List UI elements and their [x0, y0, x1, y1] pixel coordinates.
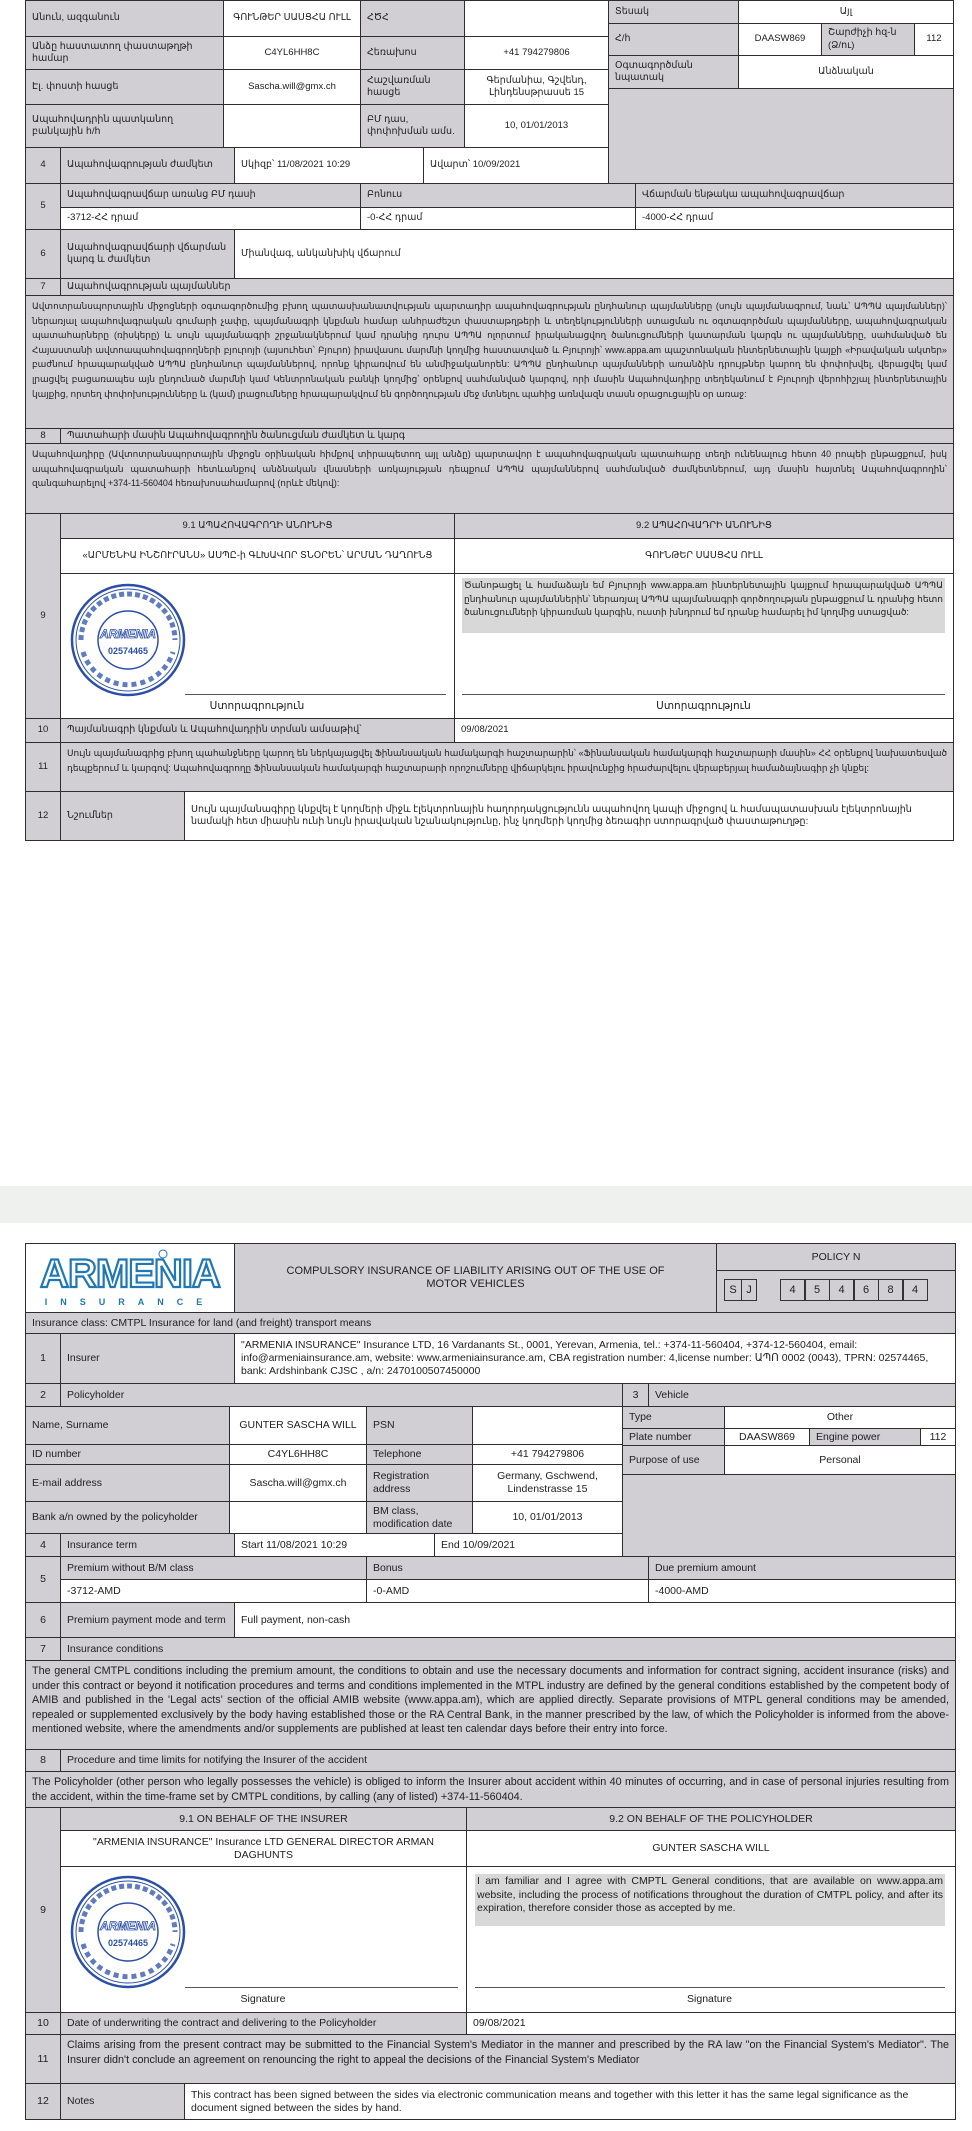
sign-holder-header-text: 9.2 ON BEHALF OF THE POLICYHOLDER — [609, 1812, 813, 1825]
policy-label-text: POLICY N — [811, 1250, 861, 1263]
policy-number-digit-box: 6 — [854, 1279, 879, 1301]
payment-label — [60, 229, 235, 279]
ph-phone-label — [366, 1444, 473, 1465]
premium-base-text: -3712-AMD — [67, 1584, 121, 1597]
notes-label-text: Նշումներ — [67, 809, 113, 821]
ph-id-text: C4YL6HH8C — [264, 46, 320, 58]
sign-holder-name-text: ԳՈՒՆԹԵՐ ՍԱՍՑՀԱ ՈՒԼԼ — [645, 549, 763, 561]
ph-bm-text: 10, 01/01/2013 — [512, 1511, 583, 1523]
sections-veh-num — [622, 1383, 649, 1407]
premium-due-label-text: Վճարման ենթակա ապահովագրավճար — [642, 189, 845, 201]
veh-type — [724, 1406, 956, 1429]
premium-base-label-text: Ապահովագրավճար առանց ԲՄ դասի — [67, 189, 256, 201]
term-end-text: Ավարտ՝ 10/09/2021 — [430, 159, 521, 171]
payment-label-text: Ապահովագրավճարի վճարման կարգ և ժամկետ — [67, 241, 227, 265]
sign-insurer-name — [60, 1830, 467, 1867]
insurer-num-text: 1 — [40, 1352, 46, 1364]
term-end-text: End 10/09/2021 — [441, 1538, 516, 1551]
veh-plate-label — [622, 1428, 725, 1446]
sign-insurer-name-text: "ARMENIA INSURANCE" Insurance LTD GENERAL DIRECTOR ARMAN DAGHUNTS — [92, 1835, 434, 1861]
notify-num-text: 8 — [40, 429, 46, 441]
veh-type-text: Other — [826, 1411, 854, 1423]
ph-phone-text: +41 794279806 — [510, 1448, 585, 1460]
veh-power-label-text: Շարժիչի հզ-ն (Ձ/ու) — [828, 27, 897, 51]
premium-base-label-text: Premium without B/M class — [67, 1561, 194, 1574]
term-start-text: Start 11/08/2021 10:29 — [241, 1538, 348, 1551]
page-separator — [0, 1186, 972, 1223]
payment-num-text: 6 — [40, 1613, 46, 1626]
payment-value-text: Full payment, non-cash — [241, 1613, 351, 1626]
policy-number-digit-box: 8 — [878, 1279, 903, 1301]
premium-due-label-text: Due premium amount — [655, 1561, 756, 1574]
date-label-text: Պայմանագրի կնքման և Ապահովադրին տրման ամսաթիվ՝ — [67, 724, 362, 736]
mediator-num — [25, 742, 61, 792]
mediator-num-text: 11 — [38, 760, 48, 772]
notes-num-text: 12 — [37, 809, 49, 821]
veh-plate — [724, 1428, 810, 1446]
ph-bm-label — [366, 1501, 473, 1534]
premium-base-label — [60, 1556, 367, 1580]
conditions-text — [25, 295, 954, 429]
policy-number-label — [716, 1243, 956, 1271]
ph-id-label — [25, 36, 224, 70]
insurer-label — [60, 1333, 235, 1384]
sign-insurer-header-text: 9.1 ON BEHALF OF THE INSURER — [179, 1812, 348, 1825]
holder-signature-line — [462, 694, 945, 695]
sign-num-text: 9 — [40, 609, 46, 621]
veh-type-label — [608, 0, 739, 24]
notes-num — [25, 791, 61, 841]
premium-num — [25, 183, 61, 230]
insurer-text-text: "ARMENIA INSURANCE" Insurance LTD, 16 Vardanants St., 0001, Yerevan, Armenia, tel.: +374-11-560404, +374-12-560404, email: info@armeniainsurance.am, website: www.armeniainsurance.am, CBA registration number: 4,license number: ԱՊՈ 0002 (0043), TPRN: 02574465, bank: Ardshinbank CJSC , a/n: 2470100507450000 — [241, 1339, 929, 1377]
notify-label — [60, 428, 954, 444]
company-seal-stamp — [69, 1874, 187, 1995]
date-num-text: 10 — [37, 2017, 49, 2029]
sections-ph-num-text: 2 — [40, 1388, 46, 1401]
mediator-text — [60, 742, 954, 792]
term-end — [423, 147, 609, 184]
sign-holder-name — [454, 538, 954, 574]
term-start-text: Սկիզբ՝ 11/08/2021 10:29 — [241, 159, 351, 171]
sign-insurer-name — [60, 538, 455, 574]
mediator-num-text: 11 — [37, 2052, 49, 2065]
notes-text — [184, 2083, 956, 2120]
mediator-num — [25, 2034, 61, 2084]
notify-label-text: Պատահարի մասին Ապահովագրողին ծանուցման ժամկետ և կարգ — [67, 429, 406, 441]
insurer-signature-label: Ստորագրություն — [209, 700, 305, 712]
premium-bonus-label-text: Բոնուս — [367, 189, 403, 201]
ph-name-label-text: Անուն, ազգանուն — [32, 12, 120, 24]
ph-bm — [472, 1501, 623, 1534]
term-start — [234, 147, 424, 184]
ph-bm — [464, 104, 609, 148]
conditions-num-text: 7 — [40, 1642, 46, 1655]
ph-psn-label — [360, 0, 465, 37]
ph-email-text: Sascha.will@gmx.ch — [249, 1476, 347, 1489]
notes-text-text: Սույն պայմանագիրը կնքվել է կողմերի միջև էլեկտրոնային հաղորդակցությունն ապահովող կապի միջոցով և համապատասխան էլեկտրոնային նամակի հետ միասին ունի նույն իրավական նշանակությունը, ինչ կողմերի կողմից ձեռագիր ստորագրված փաստաթուղթը: — [191, 803, 912, 827]
notes-label — [60, 791, 185, 841]
premium-bonus-text: -0-ՀՀ դրամ — [367, 212, 423, 224]
payment-num-text: 6 — [40, 247, 46, 259]
premium-num-text: 5 — [40, 200, 46, 212]
ph-name-text: GUNTER SASCHA WILL — [239, 1419, 357, 1431]
ph-psn-label-text: ՀԾՀ — [367, 12, 389, 24]
date-num — [25, 2012, 61, 2035]
ph-id-label — [25, 1444, 230, 1465]
veh-purpose — [738, 55, 954, 89]
payment-value — [234, 229, 954, 279]
svg-text:02574465: 02574465 — [107, 1938, 149, 1948]
mediator-text — [60, 2034, 956, 2084]
ph-psn — [464, 0, 609, 37]
sections-veh-label-text: Vehicle — [655, 1388, 689, 1401]
ph-address-label — [360, 69, 465, 105]
premium-base — [60, 1579, 367, 1603]
conditions-label — [60, 278, 954, 296]
ph-email-text: Sascha.will@gmx.ch — [248, 80, 336, 92]
document-title-text: COMPULSORY INSURANCE OF LIABILITY ARISING OUT OF THE USE OF MOTOR VEHICLES — [286, 1265, 665, 1290]
veh-type-label-text: Տեսակ — [615, 5, 650, 17]
policy-number-digit-box: 4 — [903, 1279, 928, 1301]
veh-type-label-text: Type — [629, 1411, 652, 1423]
ph-address-text: Germany, Gschwend, Lindenstrasse 15 — [497, 1470, 598, 1495]
premium-num-text: 5 — [40, 1573, 46, 1585]
veh-power-text: 112 — [929, 1430, 947, 1443]
date-value-text: 09/08/2021 — [461, 724, 509, 736]
sign-num-text: 9 — [40, 1903, 46, 1916]
sign-num — [25, 513, 61, 719]
premium-base-text: -3712-ՀՀ դրամ — [67, 212, 139, 224]
ph-name — [229, 1406, 367, 1445]
ph-bank — [223, 104, 361, 148]
insurer-num — [25, 1333, 61, 1384]
ph-bank-label — [25, 1501, 230, 1534]
veh-purpose-text: Անձնական — [818, 65, 874, 77]
ph-bm-label-text: BM class, modification date — [373, 1504, 453, 1530]
veh-plate-label — [608, 23, 739, 56]
ph-address — [472, 1464, 623, 1502]
policy-series-box: S — [724, 1279, 742, 1301]
header-class-text: Insurance class: CMTPL Insurance for land (and freight) transport means — [32, 1316, 372, 1329]
veh-purpose-label-text: Օգտագործման նպատակ — [615, 59, 693, 83]
svg-text:INSURANCE: INSURANCE — [44, 1297, 216, 1307]
payment-value — [234, 1602, 956, 1638]
veh-purpose — [724, 1445, 956, 1475]
vehicle-filler — [608, 88, 954, 184]
veh-plate — [738, 23, 822, 56]
ph-bank-label-text: Ապահովադրին պատկանող բանկային հ/հ — [32, 113, 174, 137]
ph-bm-label — [360, 104, 465, 148]
term-end — [434, 1533, 623, 1557]
veh-power-text: 112 — [926, 33, 942, 45]
date-num-text: 10 — [37, 724, 49, 736]
date-value-text: 09/08/2021 — [473, 2017, 526, 2029]
term-label-text: Ապահովագրության ժամկետ — [67, 159, 213, 171]
veh-power-label — [809, 1428, 921, 1446]
holder-signature-line — [475, 1987, 945, 1988]
sign-holder-name-text: GUNTER SASCHA WILL — [652, 1842, 770, 1854]
insurer-signature-line — [185, 694, 446, 695]
conditions-label-text: Ապահովագրության պայմաններ — [67, 280, 231, 292]
veh-plate-label-text: Plate number — [629, 1430, 692, 1443]
payment-label — [60, 1602, 235, 1638]
armenia-insurance-logo-icon — [35, 1247, 225, 1309]
veh-purpose-label-text: Purpose of use — [629, 1453, 700, 1466]
sections-ph-label-text: Policyholder — [67, 1388, 125, 1401]
sign-insurer-header — [60, 513, 455, 539]
insurer-text — [234, 1333, 956, 1384]
holder-acceptance-statement: Ծանոթացել և համաձայն եմ Բյուրոյի www.appa.am ինտերնետային կայքում հրապարակված ԱՊՊԱ ընդհանուր պայմաններին՝ ներառյալ ԱՊՊԱ պայմանագրի գործողության ընթացքում և դրանից հետո ծանուցումների կիրառման կարգին, ուստի խնդրում եմ դրանք համարել իմ կողմից ստացված: — [462, 578, 945, 633]
payment-label-text: Premium payment mode and term — [67, 1613, 226, 1626]
sections-veh-label — [648, 1383, 956, 1407]
veh-type-label — [622, 1406, 725, 1429]
veh-power-label-text: Engine power — [816, 1430, 881, 1443]
date-label — [60, 2012, 467, 2035]
term-num — [25, 147, 61, 184]
ph-psn-label-text: PSN — [373, 1419, 395, 1431]
premium-due-text: -4000-AMD — [655, 1584, 709, 1597]
notify-text — [25, 443, 954, 514]
veh-plate-label-text: Հ/հ — [615, 33, 631, 45]
sign-holder-header — [466, 1807, 956, 1831]
ph-address-label-text: Հաշվառման հասցե — [367, 74, 431, 98]
ph-name-text: ԳՈՒՆԹԵՐ ՍԱՍՑՀԱ ՈՒԼԼ — [233, 12, 351, 24]
premium-bonus-label — [360, 183, 636, 208]
payment-num — [25, 1602, 61, 1638]
seal-icon — [69, 1874, 187, 1990]
ph-email-label — [25, 69, 224, 105]
svg-text:ARMENIA: ARMENIA — [100, 627, 156, 641]
document-title — [234, 1243, 717, 1313]
ph-email — [223, 69, 361, 105]
holder-signature-label: Ստորագրություն — [656, 700, 751, 712]
ph-psn — [472, 1406, 623, 1445]
ph-bm-label-text: ԲՄ դաս, փոփոխման ամս. — [367, 113, 455, 137]
term-start — [234, 1533, 435, 1557]
company-seal-stamp — [69, 582, 187, 703]
svg-text:ARMENIA: ARMENIA — [40, 1252, 220, 1296]
holder-signature-label: Signature — [687, 1993, 732, 2005]
sign-holder-name — [466, 1830, 956, 1867]
notify-text-text: The Policyholder (other person who legally possesses the vehicle) is obliged to inform the Insurer about accident within 40 minutes of occurring, and in case of personal injuries resulting from the accident, within the time-frame set by CMTPL conditions, by calling (any of listed) +374-11-560404. — [32, 1776, 949, 1803]
notify-num — [25, 1749, 61, 1772]
ph-email-label-text: Էլ. փոստի հասցե — [32, 80, 119, 92]
ph-address-label-text: Registration address — [373, 1470, 430, 1495]
date-value — [466, 2012, 956, 2035]
sections-ph-num — [25, 1383, 61, 1407]
ph-bank-label — [25, 104, 224, 148]
notes-label-text: Notes — [67, 2095, 95, 2107]
premium-due-text: -4000-ՀՀ դրամ — [642, 212, 714, 224]
date-value — [454, 718, 954, 743]
premium-base-label — [60, 183, 361, 208]
date-label — [60, 718, 455, 743]
veh-type — [738, 0, 954, 24]
sign-num — [25, 1807, 61, 2013]
ph-email-label — [25, 1464, 230, 1502]
ph-id-label-text: Անձը հաստատող փաստաթղթի համար — [32, 40, 193, 64]
veh-power-label — [821, 23, 915, 56]
svg-text:ARMENIA: ARMENIA — [100, 1919, 156, 1933]
premium-bonus — [366, 1579, 649, 1603]
seal-icon — [69, 582, 187, 698]
payment-num — [25, 229, 61, 279]
ph-name-label — [25, 0, 224, 37]
ph-name-label — [25, 1406, 230, 1445]
ph-id — [229, 1444, 367, 1465]
ph-bank — [229, 1501, 367, 1534]
premium-due-label — [635, 183, 954, 208]
veh-power — [920, 1428, 956, 1446]
header-class — [25, 1312, 956, 1334]
insurer-label-text: Insurer — [67, 1352, 100, 1364]
sign-insurer-header — [60, 1807, 467, 1831]
ph-phone-label — [360, 36, 465, 70]
premium-due-label — [648, 1556, 956, 1580]
notes-text-text: This contract has been signed between the sides via electronic communication means and together with this letter it has the same legal significance as the document signed between the sides by hand. — [191, 2088, 909, 2114]
term-num-text: 4 — [40, 159, 46, 171]
term-label-text: Insurance term — [67, 1538, 138, 1551]
ph-id — [223, 36, 361, 70]
sign-insurer-header-text: 9.1 ԱՊԱՀՈՎԱԳՐՈՂԻ ԱՆՈՒՆԻՑ — [182, 519, 333, 531]
company-logo — [25, 1243, 235, 1313]
ph-bank-label-text: Bank a/n owned by the policyholder — [32, 1511, 198, 1523]
notify-num — [25, 428, 61, 444]
veh-purpose-label — [608, 55, 739, 89]
veh-plate-text: DAASW869 — [754, 33, 806, 45]
ph-id-label-text: ID number — [32, 1448, 82, 1460]
notes-num-text: 12 — [37, 2095, 49, 2107]
ph-address — [464, 69, 609, 105]
ph-phone-label-text: Հեռախոս — [367, 46, 417, 58]
conditions-text-text: Ավտոտրանսպորտային միջոցների օգտագործումից բխող պատասխանատվության պարտադիր ապահովագրության ընդհանուր պայմանները (սույն պայմանագրում, նաև՝ ԱՊՊԱ պայմաններ)՝ ներառյալ ապահովագրական գումարի չափը, պայմանագրի կնքման համար անհրաժեշտ փաստաթղթերի և տեղեկությունների ստացման ու օգտագործման պայմանները, ապահովագրական պատահարները (ռիսկերը) և սույն պայմանագրի շրջանակներում կամ դրանից դուրս ԱՊՊԱ ոլորտում իրականացվող ծանուցումների կատարման կարգն ու պայմանները, սահմանված են Հայաստանի ավտոապահովագրողների բյուրոյի (այսուհետ՝ Բյուրո) իրավասու մարմնի կողմից հաստատված և Բյուրոյի՝ www.appa.am պաշտոնական ինտերնետային կայքի «Իրավական ակտեր» բաժնում հրապարակված ԱՊՊԱ ընդհանուր պայմաններով, որոնք կիրառվում են անմիջականորեն: ԱՊՊԱ ընդհանուր պայմանների առանձին դրույթներ կարող են փոփոխվել, վերացվել կամ լրացվել բացառապես այն ընդունած մարմնի կամ Կենտրոնական բանկի կողմից՝ օրենքով սահմանված կարգով, որի մասին Ապահովադիրը տեղեկանում է Բյուրոյի վերոհիշյալ ինտերնետային կայքից, որտեղ փոփոխությունները և (կամ) լրացումները հրապարակվում են գործողության մեջ մտնելու պահից առնվազն տասն օրացուցային օր առաջ: — [32, 301, 947, 399]
conditions-text-text: The general CMTPL conditions including the premium amount, the conditions to obtain and use the necessary documents and information for contract signing, accident insurance (risks) and under this contract or beyond it notification procedures and terms and conditions implemented in the MTPL industry are defined by the general conditions established by the competent body of AMIB and published in the 'Legal acts' section of the official AMIB website (www.appa.am), which are applied directly. Separate provisions of MTPL general conditions may be amended, repealed or supplemented exclusively by the body having established those or the RA Central Bank, in the manner prescribed by the law, of which the Policyholder is informed from the above-mentioned website, where the amendments and/or supplements are published at least ten calendar days before their entry into force. — [32, 1665, 949, 1735]
term-label — [60, 147, 235, 184]
ph-name — [223, 0, 361, 37]
ph-bm-text: 10, 01/01/2013 — [504, 119, 569, 131]
ph-email-label-text: E-mail address — [32, 1476, 103, 1489]
veh-purpose-text: Personal — [819, 1453, 861, 1466]
ph-address-text: Գերմանիա, Գշվենդ, Լինդենսթրասսե 15 — [486, 74, 587, 98]
conditions-text — [25, 1660, 956, 1750]
premium-due — [635, 207, 954, 230]
notify-label-text: Procedure and time limits for notifying the Insurer of the accident — [67, 1754, 367, 1766]
holder-acceptance-statement: I am familiar and I agree with CMPTL General conditions, that are available on www.appa.am website, including the process of notifications throughout the duration of CMTPL policy, and after its expiration, therefore consider those as accepted by me. — [475, 1874, 945, 1926]
date-label-text: Date of underwriting the contract and delivering to the Policyholder — [67, 2017, 377, 2029]
ph-psn-label — [366, 1406, 473, 1445]
ph-phone — [472, 1444, 623, 1465]
premium-num — [25, 1556, 61, 1603]
sign-holder-header-text: 9.2 ԱՊԱՀՈՎԱԴՐԻ ԱՆՈՒՆԻՑ — [636, 519, 772, 531]
policy-series-box: J — [741, 1279, 757, 1301]
svg-text:02574465: 02574465 — [107, 646, 149, 656]
vehicle-filler — [622, 1474, 956, 1557]
ph-id-text: C4YL6HH8C — [267, 1448, 329, 1460]
ph-phone — [464, 36, 609, 70]
ph-address-label — [366, 1464, 473, 1502]
premium-due — [648, 1579, 956, 1603]
sections-veh-num-text: 3 — [632, 1388, 639, 1401]
sections-ph-label — [60, 1383, 623, 1407]
veh-power — [914, 23, 954, 56]
veh-plate-text: DAASW869 — [738, 1430, 796, 1443]
payment-value-text: Միանվագ, անկանխիկ վճարում — [241, 247, 401, 259]
veh-type-text: Այլ — [839, 5, 853, 17]
premium-bonus-label-text: Bonus — [373, 1561, 403, 1574]
veh-purpose-label — [622, 1445, 725, 1475]
policy-number-digit-box: 5 — [805, 1279, 830, 1301]
notify-num-text: 8 — [40, 1754, 46, 1766]
ph-phone-label-text: Telephone — [373, 1448, 422, 1460]
notify-text — [25, 1771, 956, 1808]
notify-label — [60, 1749, 956, 1772]
conditions-label — [60, 1637, 956, 1661]
insurer-signature-label: Signature — [240, 1993, 286, 2005]
conditions-label-text: Insurance conditions — [67, 1642, 164, 1655]
sign-holder-header — [454, 513, 954, 539]
insurer-signature-line — [185, 1987, 458, 1988]
premium-bonus-label — [366, 1556, 649, 1580]
date-num — [25, 718, 61, 743]
conditions-num — [25, 1637, 61, 1661]
mediator-text-text: Claims arising from the present contract may be submitted to the Financial System's Mediator in the manner and prescribed by the RA law "on the Financial System's Mediator". The Insurer didn't conclude an agreement on renouncing the right to appeal the decisions of the Financial System's Mediator — [67, 2039, 949, 2066]
notes-num — [25, 2083, 61, 2120]
ph-name-label-text: Name, Surname — [32, 1419, 109, 1431]
conditions-num — [25, 278, 61, 296]
ph-phone-text: +41 794279806 — [503, 46, 570, 58]
sign-insurer-name-text: «ԱՐՄԵՆԻԱ ԻՆՇՈՒՐԱՆՍ» ԱՍՊԸ-ի ԳԼԽԱՎՈՐ ՏՆՕՐԵՆ՝ ԱՐՄԱՆ ԴԱՂՈՒՆՑ — [82, 549, 433, 561]
notify-text-text: Ապահովադիրը (Ավտոտրանսպորտային միջոցն օրինական հիմքով տիրապետող այլ անձը) պարտավոր է ապահովագրական պատահարը տեղի ունենալուց հետո 40 րոպեի ընթացքում, իսկ ապահովագրական պատահարի հետևանքով անձնական վնասների առկայության դեպքում ԱՊՊԱ պայմաններով սահմանված ժամկետներում, այդ մասին հայտնել Ապահովագրողին՝ զանգահարելով +374-11-560404 հեռախոսահամարով (որևէ մեկով): — [32, 449, 947, 489]
term-label — [60, 1533, 235, 1557]
notes-text — [184, 791, 954, 841]
notes-label — [60, 2083, 185, 2120]
premium-bonus — [360, 207, 636, 230]
conditions-num-text: 7 — [40, 280, 46, 292]
mediator-text-text: Սույն պայմանագրից բխող պահանջները կարող են ներկայացվել Ֆինանսական համակարգի հաշտարարին՝ «Ֆինանսական համակարգի հաշտարարի մասին» ՀՀ օրենքով նախատեսված դեպքերում և կարգով: Ապահովագրողը Ֆինանսական համակարգի հաշտարարի որոշումները վիճարկելու իրավունքից հրաժարվելու վերաբերյալ համաձայնագիր չի կնքել: — [67, 748, 947, 773]
term-num — [25, 1533, 61, 1557]
premium-base — [60, 207, 361, 230]
ph-email — [229, 1464, 367, 1502]
policy-number-digit-box: 4 — [780, 1279, 805, 1301]
policy-number-digit-box: 4 — [829, 1279, 854, 1301]
term-num-text: 4 — [40, 1538, 46, 1551]
premium-bonus-text: -0-AMD — [373, 1584, 410, 1597]
